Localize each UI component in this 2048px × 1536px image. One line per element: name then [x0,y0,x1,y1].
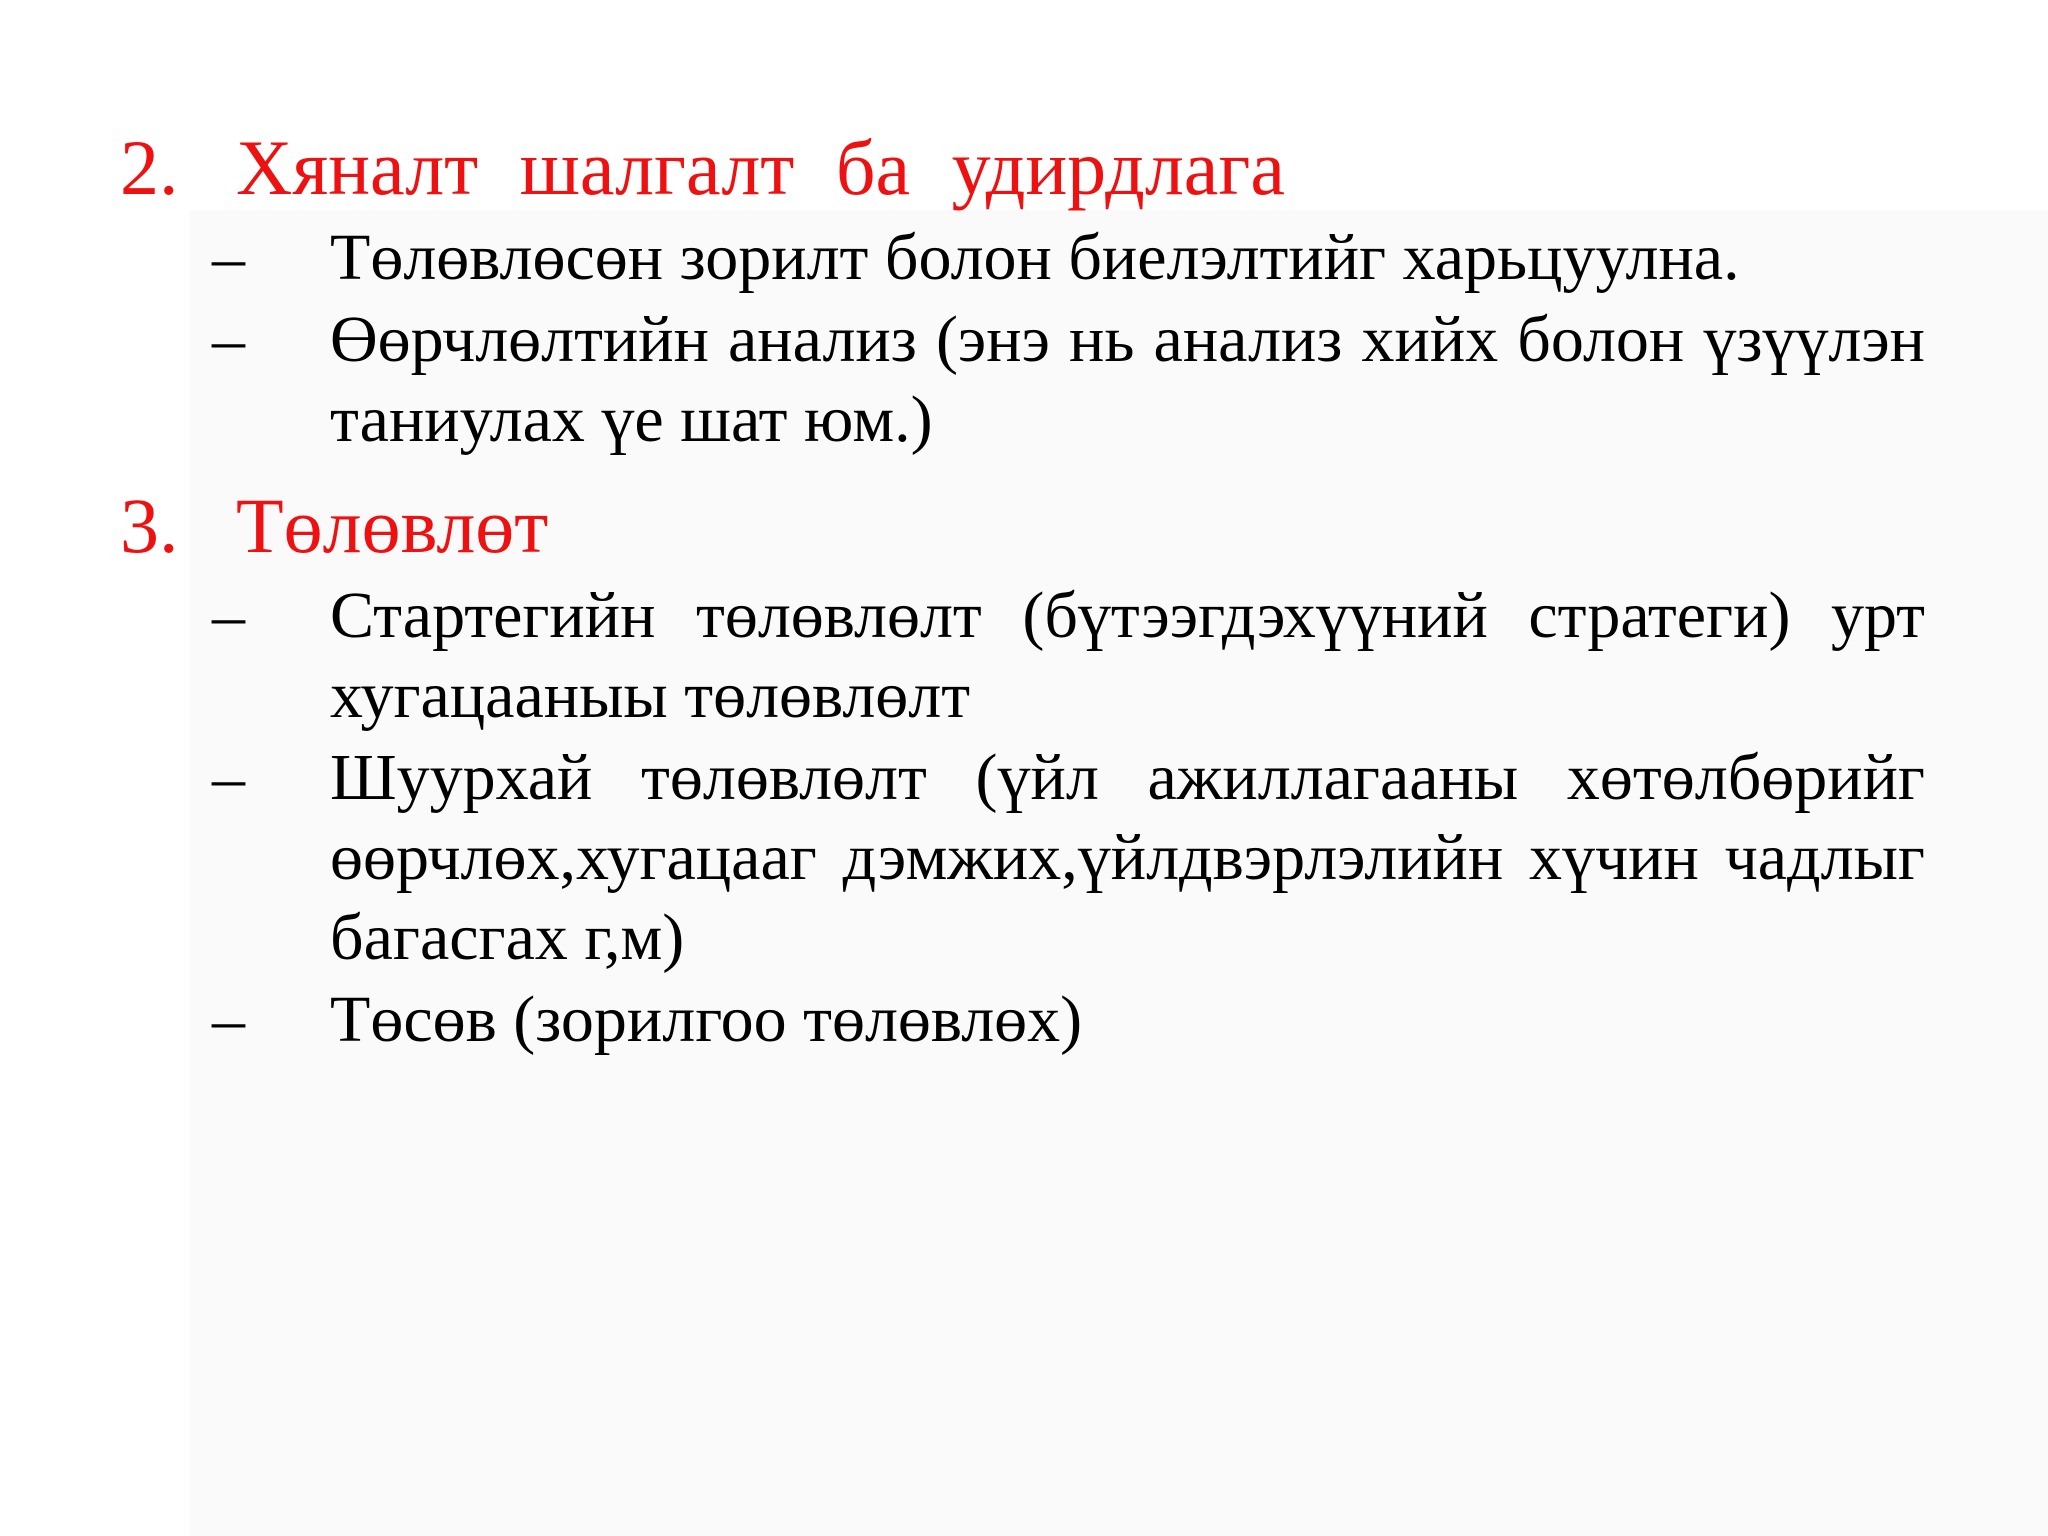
bullet-text: Төсөв (зорилгоо төлөвлөх) [330,983,1083,1056]
section-heading-3 [120,478,1925,574]
section-heading-2 [120,120,1925,216]
dash-bullet-icon: – [212,579,245,652]
bullet-item [212,738,1925,978]
dash-bullet-icon: – [212,221,245,294]
section-title: Төлөвлөт [236,482,549,569]
section-title: Хяналт шалгалт ба удирдлага [236,124,1285,211]
dash-bullet-icon: – [212,983,245,1056]
bullet-text: Төлөвлөсөн зорилт болон биелэлтийг харьцуулна. [330,221,1740,294]
bullet-item [212,980,1925,1060]
dash-bullet-icon: – [212,303,245,376]
bullet-item [212,576,1925,736]
bullet-text: Шуурхай төлөвлөлт (үйл ажиллагааны хөтөлбөрийг өөрчлөх,хугацааг дэмжих,үйлдвэрлэлийн хүчин чадлыг багасгах г,м) [330,741,1925,974]
section-number: 3. [120,482,179,569]
section-number: 2. [120,124,179,211]
bullet-item [212,218,1925,298]
bullet-item [212,300,1925,460]
bullet-text: Стартегийн төлөвлөлт (бүтээгдэхүүний стратеги) урт хугацааныы төлөвлөлт [330,579,1925,732]
slide-content [120,120,1925,1060]
bullet-text: Өөрчлөлтийн анализ (энэ нь анализ хийх болон үзүүлэн таниулах үе шат юм.) [330,303,1925,456]
dash-bullet-icon: – [212,741,245,814]
